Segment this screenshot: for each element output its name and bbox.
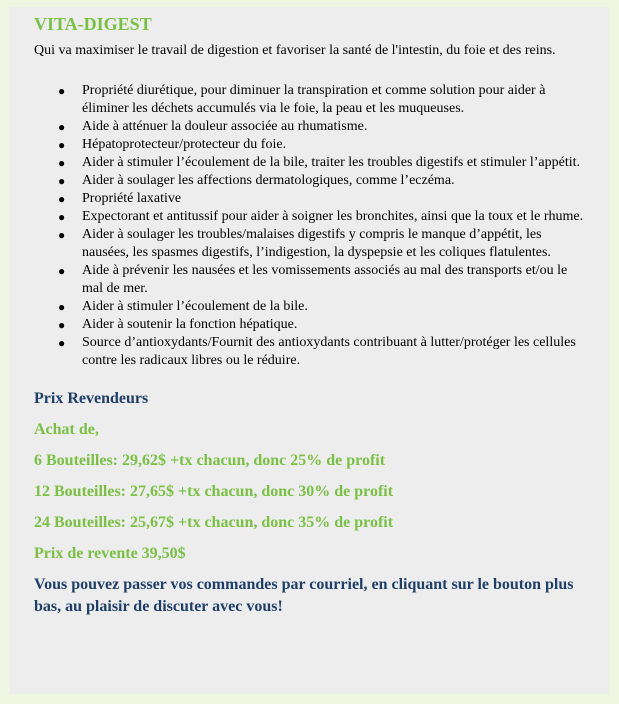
feature-item	[58, 298, 587, 316]
bullet-icon: ●	[58, 336, 66, 350]
bullet-icon: ●	[58, 210, 66, 224]
bullet-icon: ●	[58, 228, 66, 242]
feature-item	[58, 190, 587, 208]
feature-item	[58, 136, 587, 154]
feature-text: Aider à soulager les affections dermatologiques, comme l’eczéma.	[82, 173, 455, 188]
feature-item	[58, 82, 587, 118]
feature-item	[58, 172, 587, 190]
feature-item	[58, 262, 587, 298]
bullet-icon: ●	[58, 300, 66, 314]
closing-message: Vous pouvez passer vos commandes par courriel, en cliquant sur le bouton plus bas, au plaisir de discuter avec vous!	[34, 576, 574, 615]
feature-text: Aide à prévenir les nausées et les vomissements associés au mal des transports et/ou le mal de mer.	[82, 263, 568, 296]
feature-text: Aider à stimuler l’écoulement de la bile.	[82, 299, 308, 314]
product-title: VITA-DIGEST	[34, 14, 152, 34]
bullet-icon: ●	[58, 192, 66, 206]
feature-item	[58, 226, 587, 262]
feature-item	[58, 316, 587, 334]
bullet-icon: ●	[58, 138, 66, 152]
bullet-icon: ●	[58, 84, 66, 98]
pricing-heading: Prix Revendeurs	[34, 390, 149, 407]
feature-text: Hépatoprotecteur/protecteur du foie.	[82, 137, 287, 152]
feature-text: Aide à atténuer la douleur associée au rhumatisme.	[82, 119, 368, 134]
feature-item	[58, 118, 587, 136]
feature-item	[58, 208, 587, 226]
feature-item	[58, 154, 587, 172]
feature-text: Aider à stimuler l’écoulement de la bile, traiter les troubles digestifs et stimuler l’appétit.	[82, 155, 581, 170]
feature-text: Aider à soulager les troubles/malaises digestifs y compris le manque d’appétit, les nausées, les spasmes digestifs, l’indigestion, la dyspepsie et les coliques flatulentes.	[82, 227, 551, 260]
resale-price: Prix de revente 39,50$	[34, 545, 186, 562]
feature-item	[58, 334, 587, 370]
feature-list	[34, 82, 587, 370]
bullet-icon: ●	[58, 174, 66, 188]
price-tier: 6 Bouteilles: 29,62$ +tx chacun, donc 25% de profit	[34, 452, 386, 469]
feature-text: Propriété diurétique, pour diminuer la transpiration et comme solution pour aider à éliminer les déchets accumulés via le foie, la peau et les muqueuses.	[82, 83, 546, 116]
bullet-icon: ●	[58, 318, 66, 332]
purchase-label: Achat de,	[34, 421, 99, 438]
feature-text: Propriété laxative	[82, 191, 182, 206]
bullet-icon: ●	[58, 120, 66, 134]
feature-text: Source d’antioxydants/Fournit des antioxydants contribuant à lutter/protéger les cellules contre les radicaux libres ou le réduire.	[82, 335, 576, 368]
bullet-icon: ●	[58, 264, 66, 278]
price-tier: 12 Bouteilles: 27,65$ +tx chacun, donc 30% de profit	[34, 483, 394, 500]
product-intro: Qui va maximiser le travail de digestion et favoriser la santé de l'intestin, du foie et des reins.	[34, 43, 556, 58]
feature-text: Aider à soutenir la fonction hépatique.	[82, 317, 298, 332]
feature-text: Expectorant et antitussif pour aider à soigner les bronchites, ainsi que la toux et le rhume.	[82, 209, 584, 224]
price-tier: 24 Bouteilles: 25,67$ +tx chacun, donc 35% de profit	[34, 514, 394, 531]
bullet-icon: ●	[58, 156, 66, 170]
